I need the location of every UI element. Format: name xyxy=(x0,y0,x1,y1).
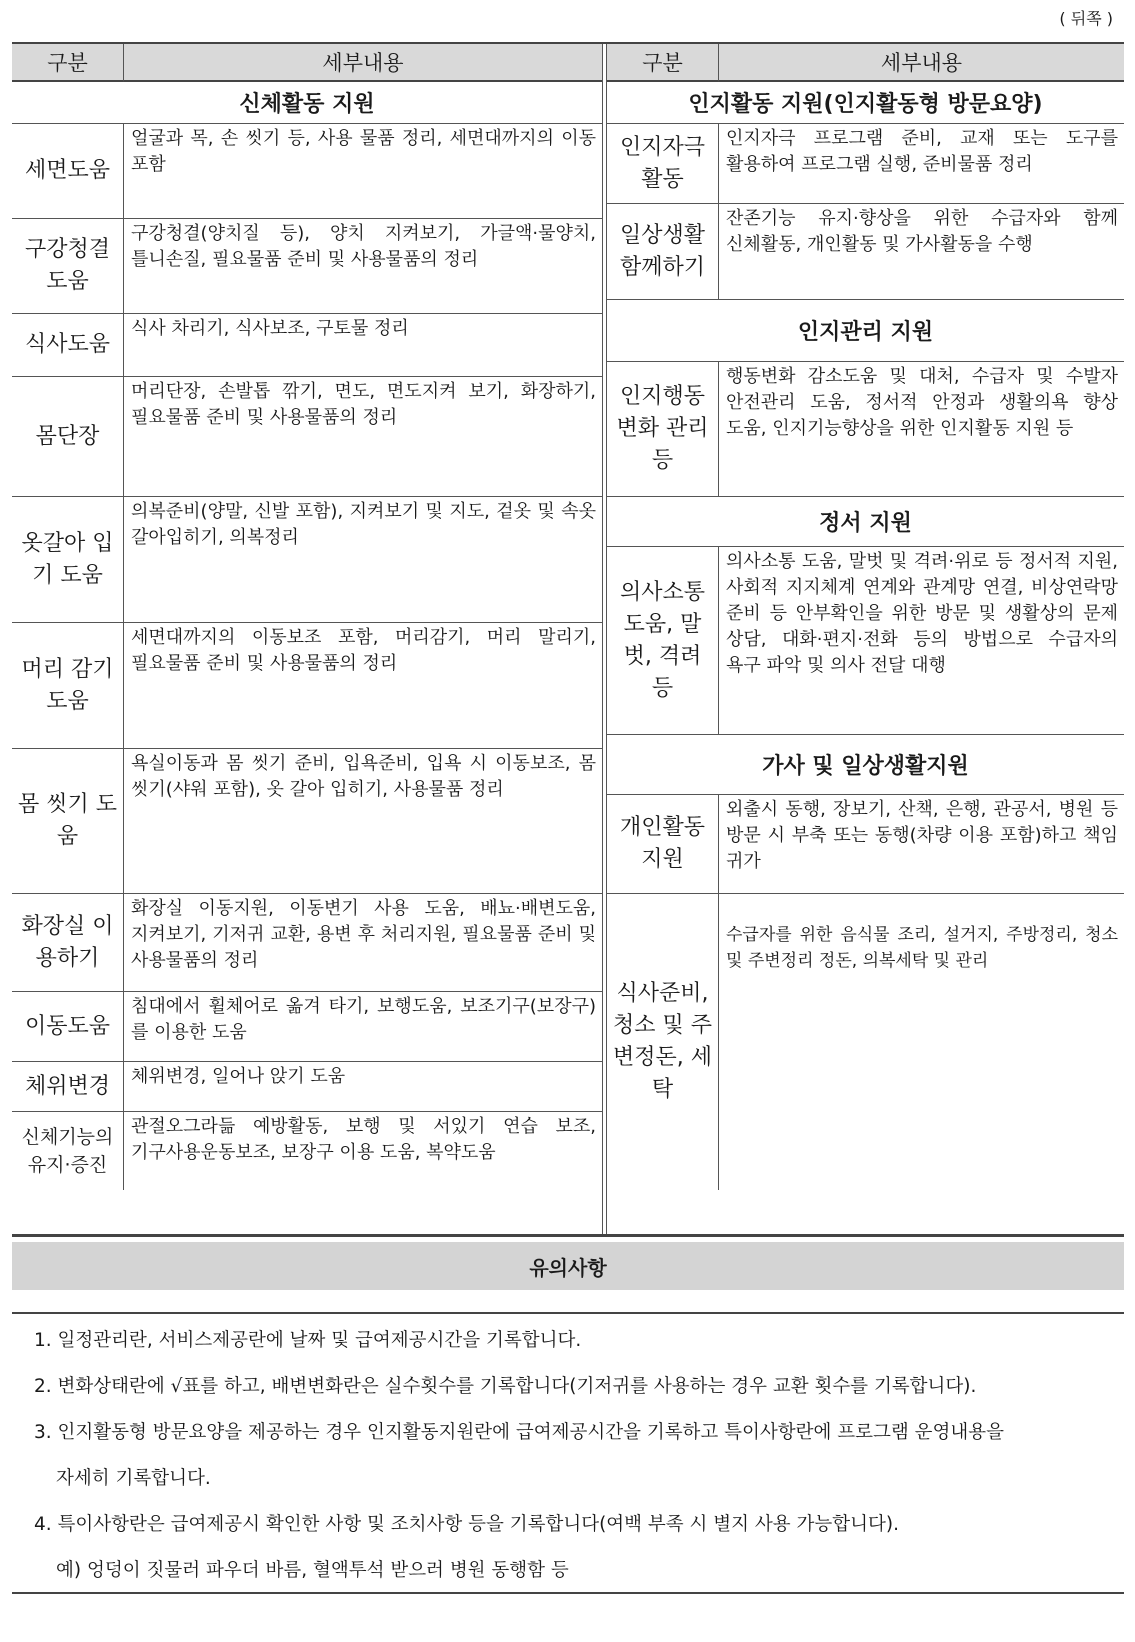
note-line: 3. 인지활동형 방문요양을 제공하는 경우 인지활동지원란에 급여제공시간을 기록하고 특이사항란에 프로그램 운영내용을 xyxy=(34,1422,1005,1443)
row-detail: 구강청결(양치질 등), 양치 지켜보기, 가글액·물양치, 틀니손질, 필요물품 준비 및 사용물품의 정리 xyxy=(124,219,602,314)
row-detail: 의사소통 도움, 말벗 및 격려·위로 등 정서적 지원, 사회적 지지체계 연계와 관계망 연결, 비상연락망 준비 등 안부확인을 위한 방문 및 생활상의 문제 상담, 대화·편지·전화 등의 방법으로 수급자의 욕구 파악 및 의사 전달 대행 xyxy=(719,547,1124,735)
row-detail: 인지자극 프로그램 준비, 교재 또는 도구를 활용하여 프로그램 실행, 준비물품 정리 xyxy=(719,124,1124,204)
row-detail: 식사 차리기, 식사보조, 구토물 정리 xyxy=(124,314,602,377)
row-category: 식사도움 xyxy=(12,314,124,377)
note-line: 2. 변화상태란에 √표를 하고, 배변변화란은 실수횟수를 기록합니다(기저귀를 사용하는 경우 교환 횟수를 기록합니다). xyxy=(34,1376,977,1397)
note-line: 예) 엉덩이 짓물러 파우더 바름, 혈액투석 받으러 병원 동행함 등 xyxy=(56,1560,569,1581)
section-title-emotional: 정서 지원 xyxy=(607,497,1124,547)
row-detail: 체위변경, 일어나 앉기 도움 xyxy=(124,1062,602,1112)
row-detail: 침대에서 휠체어로 옮겨 타기, 보행도움, 보조기구(보장구)를 이용한 도움 xyxy=(124,992,602,1062)
row-detail: 얼굴과 목, 손 씻기 등, 사용 물품 정리, 세면대까지의 이동 포함 xyxy=(124,124,602,219)
row-category: 구강청결 도움 xyxy=(12,219,124,314)
row-category: 의사소통 도움, 말벗, 격려 등 xyxy=(607,547,719,735)
notes-title: 유의사항 xyxy=(12,1242,1124,1290)
header-detail: 세부내용 xyxy=(124,44,602,82)
section-title-cognitive-activity: 인지활동 지원(인지활동형 방문요양) xyxy=(607,82,1124,124)
row-category: 체위변경 xyxy=(12,1062,124,1112)
note-line: 1. 일정관리란, 서비스제공란에 날짜 및 급여제공시간을 기록합니다. xyxy=(34,1330,582,1351)
row-detail: 화장실 이동지원, 이동변기 사용 도움, 배뇨·배변도움, 지켜보기, 기저귀 교환, 용변 후 처리지원, 필요물품 준비 및 사용물품의 정리 xyxy=(124,894,602,992)
section-title-physical: 신체활동 지원 xyxy=(12,82,602,124)
section-title-cognitive-management: 인지관리 지원 xyxy=(607,300,1124,362)
header-category: 구분 xyxy=(607,44,719,82)
header-detail: 세부내용 xyxy=(719,44,1124,82)
note-line: 4. 특이사항란은 급여제공시 확인한 사항 및 조치사항 등을 기록합니다(여백 부족 시 별지 사용 가능합니다). xyxy=(34,1514,900,1535)
row-category: 식사준비, 청소 및 주변정돈, 세탁 xyxy=(607,894,719,1190)
row-category: 일상생활 함께하기 xyxy=(607,204,719,300)
note-line: 자세히 기록합니다. xyxy=(56,1468,211,1489)
right-column xyxy=(607,44,1124,1234)
row-detail: 욕실이동과 몸 씻기 준비, 입욕준비, 입욕 시 이동보조, 몸 씻기(샤워 포함), 옷 갈아 입히기, 사용물품 정리 xyxy=(124,749,602,894)
row-category: 머리 감기 도움 xyxy=(12,623,124,749)
row-category: 몸단장 xyxy=(12,377,124,497)
row-category: 인지행동 변화 관리 등 xyxy=(607,362,719,497)
row-detail: 잔존기능 유지·향상을 위한 수급자와 함께 신체활동, 개인활동 및 가사활동을 수행 xyxy=(719,204,1124,300)
row-category: 신체기능의 유지·증진 xyxy=(12,1112,124,1190)
row-detail: 세면대까지의 이동보조 포함, 머리감기, 머리 말리기, 필요물품 준비 및 사용물품의 정리 xyxy=(124,623,602,749)
row-detail: 관절오그라듦 예방활동, 보행 및 서있기 연습 보조, 기구사용운동보조, 보장구 이용 도움, 복약도움 xyxy=(131,1116,596,1163)
row-detail: 머리단장, 손발톱 깎기, 면도, 면도지켜 보기, 화장하기, 필요물품 준비 및 사용물품의 정리 xyxy=(124,377,602,497)
row-detail: 외출시 동행, 장보기, 산책, 은행, 관공서, 병원 등 방문 시 부축 또는 동행(차량 이용 포함)하고 책임 귀가 xyxy=(719,795,1124,894)
row-category: 옷갈아 입기 도움 xyxy=(12,497,124,623)
header-category: 구분 xyxy=(12,44,124,82)
row-category: 인지자극 활동 xyxy=(607,124,719,204)
notes-box xyxy=(12,1312,1124,1594)
row-category: 세면도움 xyxy=(12,124,124,219)
page-side-note: ( 뒤쪽 ) xyxy=(1059,9,1113,28)
row-detail: 행동변화 감소도움 및 대처, 수급자 및 수발자 안전관리 도움, 정서적 안정과 생활의욕 향상 도움, 인지기능향상을 위한 인지활동 지원 등 xyxy=(719,362,1124,497)
row-category: 이동도움 xyxy=(12,992,124,1062)
row-category: 몸 씻기 도움 xyxy=(12,749,124,894)
row-detail: 의복준비(양말, 신발 포함), 지켜보기 및 지도, 겉옷 및 속옷 갈아입히기, 의복정리 xyxy=(124,497,602,623)
service-detail-table xyxy=(12,42,1124,1237)
row-category: 화장실 이용하기 xyxy=(12,894,124,992)
section-title-household: 가사 및 일상생활지원 xyxy=(607,735,1124,795)
row-detail: 수급자를 위한 음식물 조리, 설거지, 주방정리, 청소 및 주변정리 정돈, 의복세탁 및 관리 xyxy=(726,925,1118,971)
left-column xyxy=(12,44,602,1234)
row-category: 개인활동 지원 xyxy=(607,795,719,894)
